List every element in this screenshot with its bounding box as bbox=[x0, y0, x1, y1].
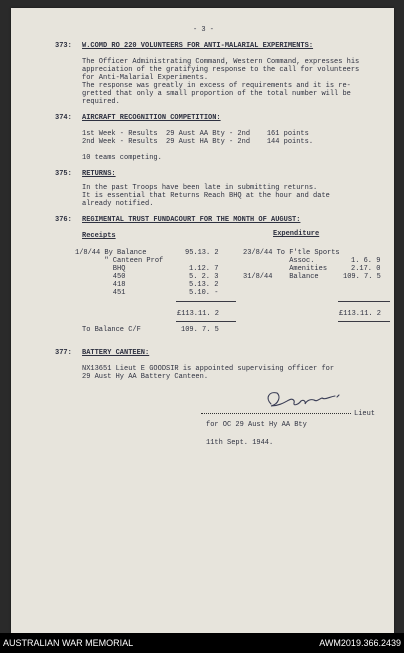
receipt-label-2: " Canteen Prof bbox=[75, 257, 164, 265]
expenditure-label-4: 31/8/44 Balance bbox=[243, 273, 319, 281]
section-377-number: 377: bbox=[55, 349, 72, 357]
section-373-line-4: The response was greatly in excess of requirements and it is re- bbox=[82, 82, 351, 90]
section-377-line-1: NX13651 Lieut E GOODSIR is appointed supervising officer for bbox=[82, 365, 335, 373]
document-date: 11th Sept. 1944. bbox=[206, 439, 274, 447]
section-373-line-3: for Anti-Malarial Experiments. bbox=[82, 74, 209, 82]
section-375-line-2: It is essential that Returns Reach BHQ at the hour and date bbox=[82, 192, 330, 200]
page-number: - 3 - bbox=[193, 26, 215, 34]
document-page bbox=[11, 8, 394, 633]
expenditure-label-1: 23/8/44 To F'tle Sports bbox=[243, 249, 340, 257]
receipts-total-rule-bottom bbox=[176, 321, 236, 322]
receipt-label-1: 1/8/44 By Balance bbox=[75, 249, 147, 257]
section-373-line-1: The Officer Administrating Command, Western Command, expresses his bbox=[82, 58, 360, 66]
section-374-line-2: 2nd Week - Results 29 Aust HA Bty - 2nd 144 points. bbox=[82, 138, 314, 146]
section-373-line-5: gretted that only a small proportion of the total number will be bbox=[82, 90, 351, 98]
expenditure-total-rule-top bbox=[338, 301, 390, 302]
section-374-title: AIRCRAFT RECOGNITION COMPETITION: bbox=[82, 114, 221, 122]
section-374-number: 374: bbox=[55, 114, 72, 122]
receipt-label-5: 418 bbox=[75, 281, 126, 289]
receipt-amount-3: 1.12. 7 bbox=[189, 265, 219, 273]
signatory-rank: Lieut bbox=[354, 410, 376, 418]
to-balance-label: To Balance C/F bbox=[82, 326, 141, 334]
section-373-number: 373: bbox=[55, 42, 72, 50]
archive-footer-bar bbox=[0, 633, 404, 653]
expenditure-label-2: Assoc. bbox=[243, 257, 315, 265]
section-377-title: BATTERY CANTEEN: bbox=[82, 349, 150, 357]
receipt-amount-6: 5.10. - bbox=[189, 289, 219, 297]
expenditure-label-3: Amenities bbox=[243, 265, 328, 273]
section-373-line-2: appreciation of the gratifying response to the call for volunteers bbox=[82, 66, 360, 74]
archive-reference: AWM2019.366.2439 bbox=[319, 638, 401, 648]
section-373-title: W.COMD RO 220 VOLUNTEERS FOR ANTI-MALARIAL EXPERIMENTS: bbox=[82, 42, 314, 50]
section-376-number: 376: bbox=[55, 216, 72, 224]
to-balance-amount: 109. 7. 5 bbox=[181, 326, 219, 334]
receipt-amount-1: 95.13. 2 bbox=[185, 249, 219, 257]
receipt-amount-4: 5. 2. 3 bbox=[189, 273, 219, 281]
handwritten-signature bbox=[259, 388, 349, 414]
section-374-note: 10 teams competing. bbox=[82, 154, 162, 162]
receipts-total: £113.11. 2 bbox=[177, 310, 220, 318]
section-375-line-3: already notified. bbox=[82, 200, 154, 208]
expenditure-amount-2: 1. 6. 9 bbox=[351, 257, 381, 265]
section-375-title: RETURNS: bbox=[82, 170, 116, 178]
section-375-line-1: In the past Troops have been late in submitting returns. bbox=[82, 184, 318, 192]
receipt-label-4: 450 bbox=[75, 273, 126, 281]
section-375-number: 375: bbox=[55, 170, 72, 178]
section-377-line-2: 29 Aust Hy AA Battery Canteen. bbox=[82, 373, 209, 381]
expenditure-total-rule-bottom bbox=[338, 321, 390, 322]
receipts-heading: Receipts bbox=[82, 232, 116, 240]
receipt-label-6: 451 bbox=[75, 289, 126, 297]
section-376-title: REGIMENTAL TRUST FUNDACOURT FOR THE MONTH OF AUGUST: bbox=[82, 216, 301, 224]
receipt-amount-5: 5.13. 2 bbox=[189, 281, 219, 289]
signature-dotted-line bbox=[201, 413, 351, 414]
expenditure-amount-3: 2.17. 0 bbox=[351, 265, 381, 273]
receipts-total-rule-top bbox=[176, 301, 236, 302]
expenditure-total: £113.11. 2 bbox=[339, 310, 382, 318]
expenditure-amount-4: 109. 7. 5 bbox=[343, 273, 381, 281]
signatory-for-line: for OC 29 Aust Hy AA Bty bbox=[206, 421, 307, 429]
archive-name: AUSTRALIAN WAR MEMORIAL bbox=[3, 638, 134, 648]
section-374-line-1: 1st Week - Results 29 Aust AA Bty - 2nd 161 points bbox=[82, 130, 309, 138]
receipt-label-3: BHQ bbox=[75, 265, 126, 273]
section-373-line-6: required. bbox=[82, 98, 120, 106]
expenditure-heading: Expenditure bbox=[273, 230, 320, 238]
